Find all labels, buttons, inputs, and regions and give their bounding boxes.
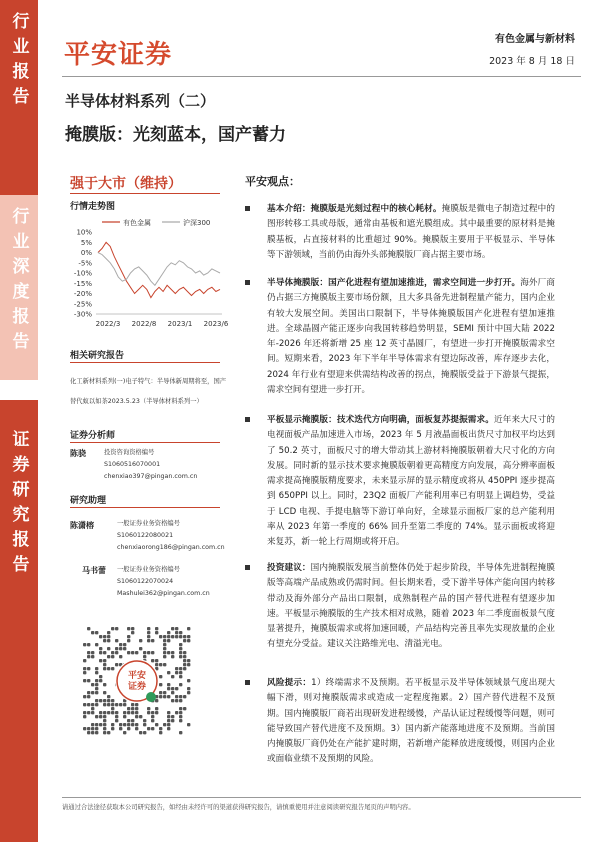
sidebar-segment-depth-report: [0, 195, 38, 380]
rating-badge: 强于大市（维持）: [70, 176, 182, 192]
related-reports-title: 相关研究报告: [70, 351, 125, 361]
assistant-divider: [70, 507, 220, 508]
legend-label-csi300: 沪深300: [183, 219, 211, 227]
bullet-square-icon: [245, 680, 250, 685]
x-tick-label: 2023/6: [203, 320, 228, 328]
bullet-keyword: 半导体掩膜版：国产化进程有望加速推进，需求空间进一步打开。: [267, 278, 521, 288]
bullet-square-icon: [245, 280, 250, 285]
analyst-email[interactable]: chenxiao397@pingan.com.cn: [104, 473, 198, 480]
assistant-email[interactable]: Mashulei362@pingan.com.cn: [117, 590, 210, 597]
bullet-text: 近年来大尺寸的电视面板产品加速进入市场，2023 年 5 月液晶面板出货尺寸加权平均达到了 50.2 英寸，面板尺寸的增大带动其上游材料掩膜版朝着大尺寸化的方向发展。同时新的显示技术要求掩膜版朝着更高精度方向发展，高分辨率面板需求提高掩膜版精度要求，未来显示屏的显示精度或将从 450PPI 逐步提高到 650PPI 以上。同时，23Q2 面板厂产能利用率已有明显上调趋势，受益于 LCD 电视、手提电脑等下游订单向好，全球显示面板厂家的总产能利用率从 2023 年第一季度的 66% 回升至第二季度的 74%。显示面板或将迎来复苏，新一轮上行周期或将开启。: [267, 415, 555, 548]
bullet-investment-advice: [245, 561, 555, 653]
bullet-risk-warning: [245, 676, 555, 768]
bullet-square-icon: [245, 565, 250, 570]
y-tick-label: -5%: [78, 259, 92, 268]
bullet-flat-panel-mask: [245, 413, 555, 551]
bullet-keyword: 投资建议：: [267, 563, 311, 573]
bullet-square-icon: [245, 206, 250, 211]
bullet-text: 海外厂商仍占据三方掩膜版主要市场份额，且大多具备先进制程量产能力，国内企业有较大发展空间。美国出口限制下，半导体掩膜版国产化进程有望加速推进。全球晶圆产能正逐步向我国转移趋势明显，SEMI 预计中国大陆 2022 年-2026 年还将新增 25 座 12 英寸晶圆厂，有望进一步打开掩膜版需求空间。短期来看，2023 年下半年半导体需求有望边际改善，库存逐步去化，2024 年行业有望迎来供需结构改善的拐点，掩膜版受益于下游景气提振，需求空间有望进一步打开。: [267, 278, 555, 396]
analyst-role: 投资咨询资格编号: [104, 449, 155, 456]
bullet-text: 国内掩膜版发展当前整体仍处于起步阶段，半导体先进制程掩膜版等高端产品成熟或仍需时间。但长期来看，受下游半导体产能向国内转移带动及海外部分产品出口限制，成熟制程产品的国产替代进程有望逐步加速。平板显示掩膜版的生产技术相对成熟，随着 2023 年二季度面板景气度显著提升，掩膜版需求或将加速回暖，产品结构完善且率先实现放量的企业有望充分受益。建议关注路维光电、清溢光电。: [267, 563, 555, 650]
chart-legend: [102, 218, 210, 227]
brand-logo: 平安证券: [64, 40, 173, 70]
y-tick-label: 0%: [80, 249, 92, 257]
sidebar-segment-industry-report: [0, 0, 38, 195]
analyst-section-title: 证券分析师: [70, 431, 116, 441]
chart-section-title: 行情走势图: [70, 202, 116, 212]
series-line-csi300: [98, 253, 220, 286]
report-date: 2023 年 8 月 18 日: [489, 56, 575, 67]
assistant-id: S1060122070024: [117, 578, 174, 585]
x-axis-ticks: [96, 314, 228, 328]
x-tick-label: 2022/8: [131, 320, 157, 328]
y-tick-label: -25%: [73, 300, 92, 309]
market-trend-chart: [62, 214, 228, 334]
assistant-id: S1060122080021: [117, 532, 174, 539]
footer-disclaimer: 请通过合法途径获取本公司研究报告，如经由未经许可的渠道获得研究报告，请慎重使用并注意阅读研究报告尾页的声明内容。: [62, 804, 415, 811]
assistant-role: 一般证券业务资格编号: [117, 566, 180, 573]
series-title: 半导体材料系列（二）: [65, 92, 216, 110]
y-tick-label: -20%: [73, 290, 92, 298]
sidebar-label: 行业深度报告: [8, 207, 29, 357]
report-title: 掩膜版：光刻蓝本，国产蓄力: [65, 125, 286, 145]
viewpoint-title: 平安观点：: [245, 175, 300, 188]
x-tick-label: 2022/3: [95, 320, 121, 328]
analyst-name: 陈骁: [70, 449, 86, 458]
related-report-item[interactable]: 替代蚁以如茶2023.5.23（半导体材料系列一）: [70, 398, 203, 405]
industry-label: 有色金属与新材料: [495, 34, 575, 45]
chart-series: [98, 242, 220, 297]
bullet-semiconductor-mask: [245, 276, 555, 398]
y-axis-ticks: [74, 229, 92, 319]
left-sidebar: [0, 0, 38, 842]
y-tick-label: -30%: [73, 310, 92, 319]
bullet-square-icon: [245, 417, 250, 422]
analyst-divider: [70, 442, 220, 443]
y-tick-label: 10%: [76, 228, 92, 237]
assistant-email[interactable]: chenxiaorong186@pingan.com.cn: [117, 544, 225, 551]
sidebar-label: 行业报告: [8, 12, 29, 112]
header-divider: [62, 76, 581, 77]
assistant-name: 马书蕾: [82, 566, 106, 575]
qr-badge-icon: [146, 692, 156, 702]
qr-logo-line1: 平安: [127, 671, 147, 681]
footer-divider: [62, 797, 581, 798]
bullet-text: 1）终端需求不及预期。若平板显示及半导体领域景气度出现大幅下滑，则对掩膜版需求或造成一定程度拖累。2）国产替代进程不及预期。国内掩膜版厂商若出现研发进程缓慢，产品认证过程缓慢等问题，则可能导致国产替代进度不及预期。3）国内新产能落地进度不及预期。当前国内掩膜版厂商仍处在产能扩建时期，若新增产能释放进度缓慢，则国内企业或面临业绩不及预期的风险。: [267, 678, 555, 765]
assistant-role: 一般证券业务资格编号: [117, 520, 180, 527]
bullet-keyword: 平板显示掩膜版：技术迭代方向明确，面板复苏提振需求。: [267, 415, 494, 425]
qr-logo-line2: 证券: [127, 682, 147, 692]
y-tick-label: 5%: [80, 238, 92, 247]
sidebar-segment-securities-research: [0, 400, 38, 842]
assistant-section-title: 研究助理: [70, 496, 107, 506]
rating-underline: [70, 193, 220, 194]
sidebar-label: 证券研究报告: [8, 430, 29, 580]
bullet-keyword: 基本介绍：掩膜版是光刻过程中的核心耗材。: [267, 204, 442, 214]
y-tick-label: -10%: [73, 269, 92, 278]
bullet-keyword: 风险提示：: [267, 678, 312, 688]
related-report-item[interactable]: 化工新材料系列(一)电子特气：半导体新周期将至，国产: [70, 378, 227, 385]
analyst-id: S1060516070001: [104, 461, 161, 468]
assistant-name: 陈潇榕: [70, 521, 94, 530]
legend-label-nonferrous: 有色金属: [123, 219, 151, 227]
qr-code[interactable]: [83, 627, 191, 735]
x-tick-label: 2023/1: [167, 320, 193, 328]
related-reports-divider: [70, 362, 220, 363]
bullet-text: 掩膜版是微电子制造过程中的图形转移工具或母版，通常由基板和遮光膜组成。其中最重要的原材料是掩膜基板，占直接材料的比重超过 90%。掩膜版主要用于平板显示、半导体等下游领域，当前仍由海外头部掩膜版厂商占据主要市场。: [267, 204, 555, 260]
series-line-nonferrous: [98, 242, 220, 297]
y-tick-label: -15%: [73, 279, 92, 288]
bullet-basic-intro: [245, 202, 555, 263]
